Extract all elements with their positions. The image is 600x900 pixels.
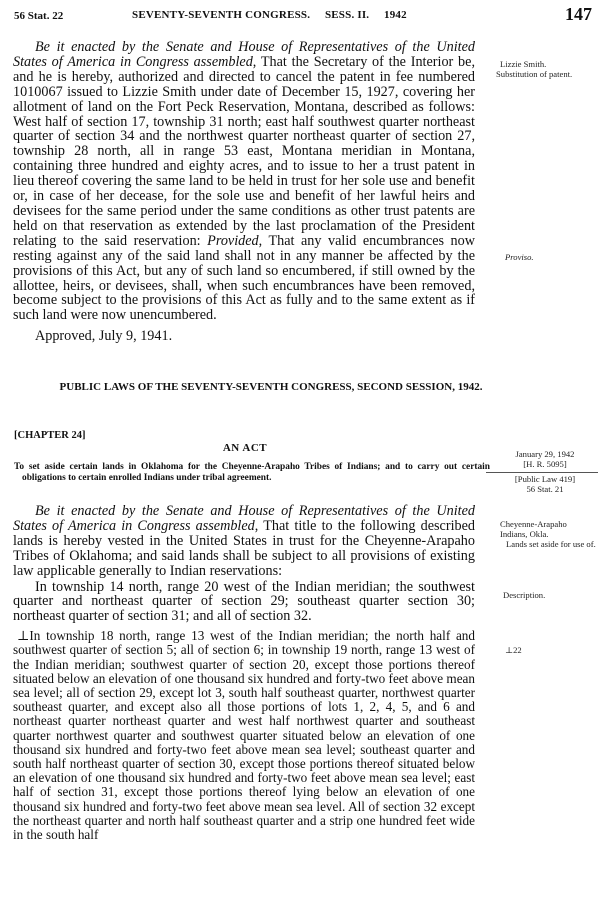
header-citation: 56 Stat. 22 xyxy=(14,10,64,22)
page-break-mark: ⊥ xyxy=(17,628,30,644)
act2-enacting-paragraph xyxy=(13,504,475,579)
margin-stat: 56 Stat. 21 xyxy=(526,483,564,494)
margin-lizzie-subject: Substitution of patent. xyxy=(496,68,573,79)
act1-paragraph xyxy=(13,40,475,323)
act1-text xyxy=(13,40,475,344)
margin-rule xyxy=(486,472,598,473)
margin-note-page-ref: ⊥22 xyxy=(505,645,522,655)
act1-approved: Approved, July 9, 1941. xyxy=(35,328,173,345)
margin-note-public-law xyxy=(492,475,598,495)
margin-note-date xyxy=(492,450,598,470)
act1-body-part2: , That any valid encumbrances now resting against any of the said land shall not in any manner be affected by the provisions of this Act, but any of such land so encumbered, if still owned by the allottee, heirs, or devisees, shall, when such encumbrances have been removed, become subject to the provisions of this Act as fully and to the same extent as if such land were now unencumbered. xyxy=(13,232,475,324)
margin-lizzie-title: Lizzie Smith. xyxy=(500,59,547,69)
section-title: PUBLIC LAWS OF THE SEVENTY-SEVENTH CONGRESS, SECOND SESSION, 1942. xyxy=(59,381,483,393)
margin-hr: [H. R. 5095] xyxy=(523,458,567,469)
act2-text xyxy=(13,504,475,842)
act2-township-14: In township 14 north, range 20 west of the Indian meridian; the southwest quarter and northeast quarter of section 29; southeast quarter section 30; northeast quarter of section 31; and all of section 32. xyxy=(13,578,475,625)
margin-note-cheyenne xyxy=(500,520,598,549)
act2-body: , That title to the following described lands is hereby vested in the United States in trust for the Cheyenne-Arapaho Tribes of Oklahoma; and said lands shall be subject to all provisions of existing law applicable generally to Indian reservations: xyxy=(13,517,475,579)
page-number: 147 xyxy=(565,4,592,24)
act2-township-18-text: In township 18 north, range 13 west of the Indian meridian; the north half and southwest quarter of section 5; all of section 6; in township 19 north, range 13 west of the Indian meridian; southwest quarter of section 20, except those portions thereof situated below an elevation of one thousand six hundred and forty-two feet above mean sea level; all of section 29, except lot 3, south half southeast quarter, northwest quarter southeast quarter, and except also all those portions of lots 1, 2, 4, 5, and 6 and northeast quarter northeast quarter and west half northwest quarter and southeast quarter northwest quarter and southwest quarter situated below an elevation of one thousand six hundred and forty-two feet above mean sea level; southeast quarter and south half northeast quarter of section 30, except those portions thereof situated below an elevation of one thousand six hundred and forty-two feet above mean sea level; east half of section 31, except those portions thereof lying below an elevation of one thousand six hundred and forty-two feet above mean sea level. All of section 32 except the northeast quarter and north half southeast quarter and a strip one hundred feet wide in the south half xyxy=(13,628,475,843)
margin-note-description: Description. xyxy=(503,590,546,600)
margin-note-lizzie xyxy=(496,59,596,80)
margin-page-ref: 22 xyxy=(513,645,522,655)
act1-provided: Provided xyxy=(207,232,259,249)
act1-enacting-clause: Be it enacted by the Senate and House of Representatives of the United States of America in Congress assembled xyxy=(13,39,475,70)
running-header xyxy=(14,4,592,28)
margin-note-proviso: Proviso. xyxy=(505,252,534,262)
margin-cheyenne-2: Indians, Okla. xyxy=(500,528,549,539)
margin-cheyenne-1: Cheyenne-Arapaho xyxy=(500,519,567,529)
an-act-heading: AN ACT xyxy=(222,442,268,454)
chapter-label: [CHAPTER 24] xyxy=(14,430,86,441)
margin-public-law: [Public Law 419] xyxy=(514,474,576,484)
header-congress: SEVENTY-SEVENTH CONGRESS. SESS. II. 1942 xyxy=(132,9,407,21)
act2-township-18 xyxy=(13,629,475,842)
act2-enacting-clause: Be it enacted by the Senate and House of Representatives of the United States of America in Congress assembled xyxy=(13,503,475,534)
margin-date: January 29, 1942 xyxy=(515,449,575,459)
act2-purpose: To set aside certain lands in Oklahoma for the Cheyenne-Arapaho Tribes of Indians; and to carry out certain obligations to certain enrolled Indians under tribal agreement. xyxy=(14,462,490,483)
margin-cheyenne-3: Lands set aside for use of. xyxy=(506,538,596,549)
act1-body-part1: , That the Secretary of the Interior be, and he is hereby, authorized and directed to cancel the patent in fee numbered 1010067 issued to Lizzie Smith under date of December 15, 1927, covering her allotment of land on the Fort Peck Reservation, Montana, described as follows: West half of section 17, township 31 north; east half southwest quarter northeast quarter of section 34 and the northwest quarter northeast quarter of section 27, township 28 north, all in range 53 east, Montana meridian in Montana, containing three hundred and eighty acres, and to issue to her a trust patent in lieu thereof covering the same land to be held in trust for her sole use and benefit or, in case of her decease, for the sole use and benefit of her lawful heirs and devisees for the same period under the same conditions as other trust patents are held on that reservation as extended by the last proclamation of the President relating to the said reservation: xyxy=(13,53,475,249)
